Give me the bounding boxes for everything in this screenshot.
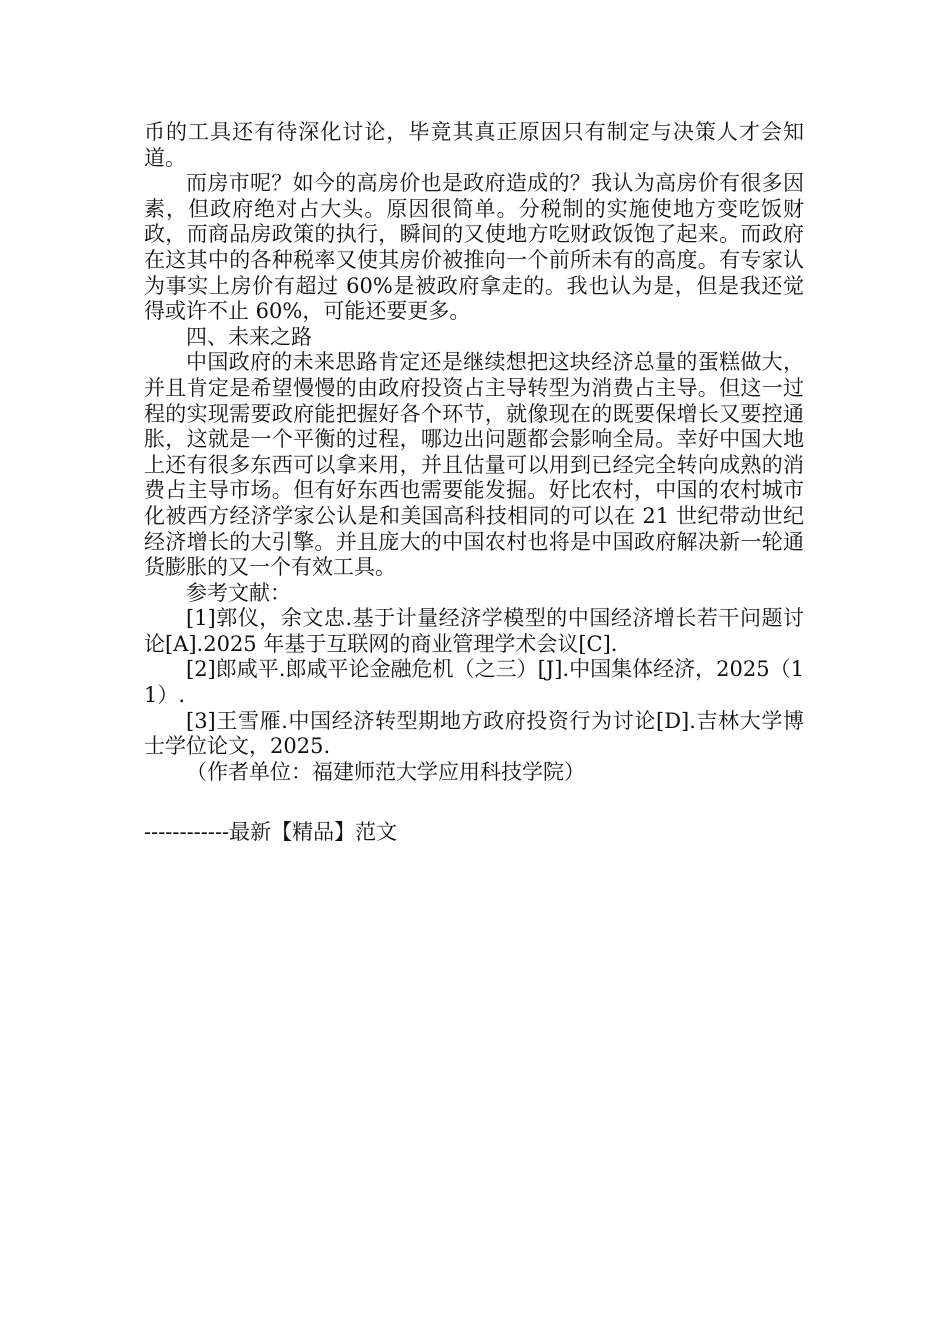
paragraph-housing-market: 而房市呢？如今的高房价也是政府造成的？我认为高房价有很多因素，但政府绝对占大头。原因很简单。分税制的实施使地方变吃饭财政，而商品房政策的执行，瞬间的又使地方吃财政饭饱了起来。而政府在这其中的各种税率又使其房价被推向一个前所未有的高度。有专家认为事实上房价有超过 60%是被政府拿走的。我也认为是，但是我还觉得或许不止 60%，可能还要更多。 — [144, 171, 804, 324]
author-affiliation: （作者单位：福建师范大学应用科技学院） — [186, 759, 585, 784]
reference-item-2: [2]郎咸平.郎咸平论金融危机（之三）[J].中国集体经济，2025（11）. — [144, 657, 804, 708]
paragraph-future-path: 中国政府的未来思路肯定还是继续想把这块经济总量的蛋糕做大，并且肯定是希望慢慢的由政府投资占主导转型为消费占主导。但这一过程的实现需要政府能把握好各个环节，就像现在的既要保增长又要控通胀，这就是一个平衡的过程，哪边出问题都会影响全局。幸好中国大地上还有很多东西可以拿来用，并且估量可以用到已经完全转向成熟的消费占主导市场。但有好东西也需要能发掘。好比农村，中国的农村城市化被西方经济学家公认是和美国高科技相同的可以在 21 世纪带动世纪经济增长的大引擎。并且庞大的中国农村也将是中国政府解决新一轮通货膨胀的又一个有效工具。 — [144, 350, 804, 580]
reference-item-3: [3]王雪雁.中国经济转型期地方政府投资行为讨论[D].吉林大学博士学位论文，2025. — [144, 708, 804, 759]
references-heading: 参考文献： — [186, 580, 291, 605]
footer-tagline: ------------最新【精品】范文 — [144, 820, 398, 844]
document-body — [144, 120, 804, 785]
reference-item-1: [1]郭仪，余文忠.基于计量经济学模型的中国经济增长若干问题讨论[A].2025 年基于互联网的商业管理学术会议[C]. — [144, 606, 804, 656]
section-heading-future: 四、未来之路 — [186, 324, 312, 349]
paragraph-continuation: 币的工具还有待深化讨论，毕竟其真正原因只有制定与决策人才会知道。 — [144, 120, 804, 170]
